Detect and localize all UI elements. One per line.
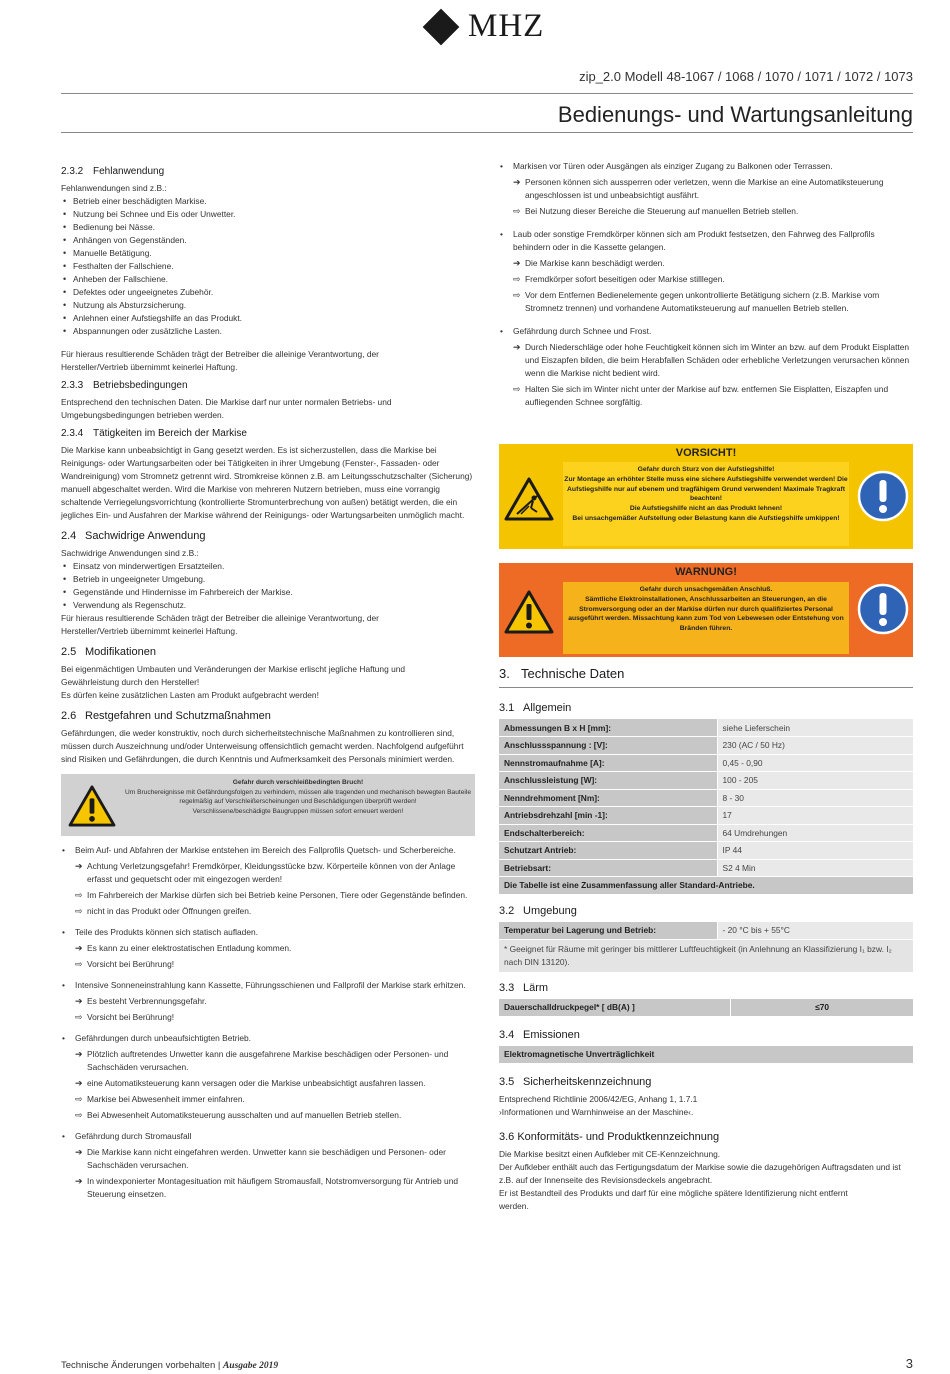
warning-triangle-icon [503,589,555,635]
list-item: • Markisen vor Türen oder Ausgängen als einziger Zugang zu Balkonen oder Terrassen. [500,161,833,171]
header-rule-top [61,93,913,94]
table-row: Antriebsdrehzahl [min -1]: 17 [499,807,913,825]
caution-line-2: Die Aufstiegshilfe nicht an das Produkt lehnen! [629,505,783,513]
section-3-6-line-3: Er ist Bestandteil des Produkts und darf für eine mögliche spätere Identifizierung nicht entfernt werden. [499,1187,848,1211]
right-column [499,160,913,409]
edition-label: Ausgabe 2019 [222,1361,279,1371]
residual-hazards-list: • Beim Auf- und Abfahren der Markise entstehen im Bereich des Fallprofils Quetsch- und Scherbereiche. ➔ Achtung Verletzungsgefahr! Fremdkörper, Kleidungsstücke bzw. Körperteile können von der Anlage erfasst und gequetscht oder mit eingezogen werden! ⇨ Im Fahrbereich der Markise dürfen sich bei Betrieb keine Personen, Tiere oder Gegenstände befinden. ⇨ nicht in das Produkt oder Öffnungen greifen. • Teile des Produkts können sich statisch aufladen. ➔ Es kann zu einer elektrostatischen Entladung kommen. ⇨ Vorsicht bei Berührung! • Intensive Sonneneinstrahlung kann Kassette, Führungsschienen und Fallprofil der Markise stark erhitzen. ➔ Es besteht Verbrennungsgefahr. ⇨ Vorsicht bei Berührung! • Gefährdungen durch unbeaufsichtigten Betrieb. ➔ Plötzlich auftretendes Unwetter kann die ausgefahrene Markise beschädigen oder Personen- und Sachschäden verursachen. ➔ eine Automatiksteuerung kann versagen oder die Markise unbeabsichtigt ausfahren lassen. ⇨ Markise bei Abwesenheit immer einfahren. ⇨ Bei Abwesenheit Automatiksteuerung ausschalten und auf manuellen Betrieb stellen. • Gefährdung durch Stromausfall ➔ Die Markise kann nicht eingefahren werden. Unwetter kann sie beschädigen und Personen- oder Sachschäden verursachen. ➔ In windexponierter Montagesituation mit häufigem Stromausfall, Notstromversorgung für Antrieb und Steuerung einsetzen. [61,844,475,1201]
list-item: • Gefährdung durch Schnee und Frost. [500,326,652,336]
noise-table [499,999,913,1017]
environment-table [499,922,913,940]
warning-heading: WARNUNG! [675,566,737,578]
caution-line-1: Zur Montage an erhöhter Stelle muss eine sichere Aufstiegshilfe verwendet werden! Die Aufstiegshilfe nur auf ebenem und tragfähigem Grund verwenden! Maximale Tragkraft beachten! [564,475,848,503]
section-2-3-2-outro: Für hieraus resultierende Schäden trägt der Betreiber die alleinige Verantwortung, der Hersteller/Vertrieb übernimmt keinerlei Haftung. [61,349,379,372]
section-2-6-text: Gefährdungen, die weder konstruktiv, noch durch sicherheitstechnische Maßnahmen zu kontrollieren sind, müssen durch Auszeichnung und/oder Unterweisung offensichtlich gemacht werden. Nachfolgend aufgeführt sind Risiken und Gefährdungen, die durch Kenntnis und Aufmerksamkeit des Personals minimiert werden. [61,728,464,764]
warning-triangle-icon [67,785,117,827]
improper-use-list [61,560,475,612]
table-row: Die Tabelle ist eine Zusammenfassung aller Standard-Antriebe. [499,877,913,895]
environment-note: * Geeignet für Räume mit geringer bis mittlerer Luftfeuchtigkeit (in Anlehnung an Klassifizierung I₁ bzw. I₂ nach DIN 13120). [499,940,913,972]
list-item: • Verwendung als Regenschutz. [61,599,475,612]
list-item: • Beim Auf- und Abfahren der Markise entstehen im Bereich des Fallprofils Quetsch- und Scherbereiche. [62,845,456,855]
page-number: 3 [905,1356,913,1371]
technical-data-section [499,666,913,1213]
section-2-5-text: Bei eigenmächtigen Umbauten und Veränderungen der Markise erlischt jegliche Haftung und Gewährleistung durch den Hersteller! [61,664,406,687]
list-item: • Manuelle Betätigung. [61,247,475,260]
list-item: • Einsatz von minderwertigen Ersatzteilen. [61,560,475,573]
table-row: Betriebsart: S2 4 Min [499,859,913,877]
table-row: Temperatur bei Lagerung und Betrieb: - 20 °C bis + 55°C [499,922,913,940]
section-2-5-heading: 2.5 Modifikationen [61,646,156,658]
section-2-4-intro: Sachwidrige Anwendungen sind z.B.: [61,548,199,558]
wear-warning-line-2: Verschlissene/beschädigte Baugruppen müssen sofort erneuert werden! [192,807,404,815]
list-item: • Nutzung bei Schnee und Eis oder Unwetter. [61,208,475,221]
model-line: zip_2.0 Modell 48-1067 / 1068 / 1070 / 1071 / 1072 / 1073 [579,69,913,84]
mandatory-action-icon [857,583,909,635]
section-2-3-2-heading: 2.3.2 Fehlanwendung [61,166,165,177]
list-item: • Nutzung als Absturzsicherung. [61,299,475,312]
table-row: Elektromagnetische Unverträglichkeit [499,1046,913,1064]
table-row: Abmessungen B x H [mm]: siehe Lieferschein [499,719,913,737]
list-item: • Anhängen von Gegenständen. [61,234,475,247]
warning-title: Gefahr durch unsachgemäßen Anschluß. [639,586,773,593]
list-item: • Gegenstände und Hindernisse im Fahrbereich der Markise. [61,586,475,599]
caution-line-3: Bei unsachgemäßer Aufstellung oder Belastung kann die Aufstiegshilfe umkippen! [572,514,840,522]
list-item: • Bedienung bei Nässe. [61,221,475,234]
section-2-3-4-text: Die Markise kann unbeabsichtigt in Gang gesetzt werden. Es ist sicherzustellen, dass die Markise bei Reinigungs- oder Wartungsarbeiten oder bei Tätigkeiten in ihrer Umgebung (Fenster-, Fassaden- oder Wandreinigung) vom Stromnetz getrennt wird. Stromkreise können z.B. am Leitungsschutzschalter (Sicherung) manuell abgeschaltet werden. Wird die Markise von mehreren Nutzern betrieben, muss eine vorrangig schaltende Verriegelungsvorrichtung (kontrollierte Stromunterbrechung von außen) betätigt werden, die ein jegliches Ein- und Ausfahren der Markise während der Reinigungs- oder Wartungsarbeiten unmöglich macht. [61,445,473,520]
emissions-table [499,1046,913,1064]
list-item: • Intensive Sonneneinstrahlung kann Kassette, Führungsschienen und Fallprofil der Markise stark erhitzen. [62,980,466,990]
mandatory-action-icon [857,470,909,522]
section-2-3-2-intro: Fehlanwendungen sind z.B.: [61,183,167,193]
list-item: • Defektes oder ungeeignetes Zubehör. [61,286,475,299]
table-row: Nennstromaufnahme [A]: 0,45 - 0,90 [499,754,913,772]
section-2-5-text-2: Es dürfen keine zusätzlichen Lasten am Produkt aufgebracht werden! [61,690,319,700]
diamond-icon [423,8,460,45]
warning-line-1: Sämtliche Elektroinstallationen, Anschlussarbeiten an Steuerungen, an die Stromversorgung oder an der Markise dürfen nur durch qualifiziertes Personal ausgeführt werden. Missachtung kann zum Tod von Lebewesen oder Entstehung von Bränden führen. [568,595,844,633]
misuse-list [61,195,475,338]
list-item: • Festhalten der Fallschiene. [61,260,475,273]
table-row: Anschlussspannung : [V]: 230 (AC / 50 Hz) [499,737,913,755]
table-row: Schutzart Antrieb: IP 44 [499,842,913,860]
section-3-5-heading: 3.5 Sicherheitskennzeichnung [499,1075,652,1088]
caution-box [499,444,913,549]
section-3-6-line-1: Die Markise besitzt einen Aufkleber mit CE-Kennzeichnung. [499,1148,721,1159]
list-item: • Laub oder sonstige Fremdkörper können sich am Produkt festsetzen, den Fahrweg des Fallprofils behindern oder in die Kassette gelangen. [500,229,875,252]
section-3-6-heading: 3.6 Konformitäts- und Produktkennzeichnung [499,1130,720,1143]
list-item: • Anlehnen einer Aufstiegshilfe an das Produkt. [61,312,475,325]
section-3-1-heading: 3.1 Allgemein [499,702,572,714]
table-row: Endschalterbereich: 64 Umdrehungen [499,824,913,842]
section-2-4-heading: 2.4 Sachwidrige Anwendung [61,530,206,542]
wear-warning-line-1: Um Bruchereignisse mit Gefährdungsfolgen zu verhindern, müssen alle tragenden und mechanisch bewegten Bauteile regelmäßig auf Verschleißerscheinungen und Beschädigungen überprüft werden! [124,788,471,806]
left-column [61,166,475,1201]
table-row: Anschlussleistung [W]: 100 - 205 [499,772,913,790]
list-item: • Abspannungen oder zusätzliche Lasten. [61,325,475,338]
list-item: • Betrieb einer beschädigten Markise. [61,195,475,208]
list-item: • Anheben der Fallschiene. [61,273,475,286]
section-2-6-heading: 2.6 Restgefahren und Schutzmaßnahmen [61,710,271,722]
section-3-5-line-1: Entsprechend Richtlinie 2006/42/EG, Anhang 1, 1.7.1 [499,1093,698,1104]
header-rule-bottom [61,132,913,133]
section-2-3-4-heading: 2.3.4 Tätigkeiten im Bereich der Markise [61,428,247,439]
general-specs-table [499,719,913,895]
document-title: Bedienungs- und Wartungsanleitung [557,102,913,127]
list-item: • Betrieb in ungeeigneter Umgebung. [61,573,475,586]
section-2-4-outro: Für hieraus resultierende Schäden trägt der Betreiber die alleinige Verantwortung, der Hersteller/Vertrieb übernimmt keinerlei Haftung. [61,613,379,636]
table-row: Nenndrehmoment [Nm]: 8 - 30 [499,789,913,807]
section-2-3-3-heading: 2.3.3 Betriebsbedingungen [61,380,188,391]
section-3-5-line-2: ›Informationen und Warnhinweise an der Maschine‹. [499,1106,694,1117]
caution-title: Gefahr durch Sturz von der Aufstiegshilfe! [637,466,775,473]
technical-data-heading: 3. Technische Daten [499,666,913,688]
wear-warning-box [61,774,475,836]
section-2-3-3-text: Entsprechend den technischen Daten. Die Markise darf nur unter normalen Betriebs- und Umgebungsbedingungen betrieben werden. [61,397,392,420]
section-3-6-line-2: Der Aufkleber enthält auch das Fertigungsdatum der Markise sowie die dazugehörigen Auftragsdaten und ist z.B. auf der Innenseite des Revisionsdeckels angebracht. [499,1161,901,1185]
brand-name: MHZ [468,8,545,44]
caution-heading: VORSICHT! [675,447,737,459]
warning-box [499,563,913,657]
section-3-3-heading: 3.3 Lärm [499,981,549,994]
list-item: • Gefährdung durch Stromausfall [62,1131,192,1141]
fall-hazard-icon [503,476,555,522]
brand-logo [428,8,544,45]
list-item: • Teile des Produkts können sich statisch aufladen. [62,927,258,937]
list-item: • Gefährdungen durch unbeaufsichtigten Betrieb. [62,1033,251,1043]
section-3-4-heading: 3.4 Emissionen [499,1028,580,1041]
wear-warning-title: Gefahr durch verschleißbedingten Bruch! [232,779,364,786]
footer-text: Technische Änderungen vorbehalten | Ausgabe 2019 [61,1360,279,1371]
section-3-2-heading: 3.2 Umgebung [499,904,577,917]
hazards-list-continued: • Markisen vor Türen oder Ausgängen als einziger Zugang zu Balkonen oder Terrassen. ➔ Personen können sich aussperren oder verletzen, wenn die Markise an eine Automatiksteuerung angeschlossen ist und unbeabsichtigt ausfährt. ⇨ Bei Nutzung dieser Bereiche die Steuerung auf manuellen Betrieb stellen. • Laub oder sonstige Fremdkörper können sich am Produkt festsetzen, den Fahrweg des Fallprofils behindern oder in die Kassette gelangen. ➔ Die Markise kann beschädigt werden. ⇨ Fremdkörper sofort beseitigen oder Markise stilllegen. ⇨ Vor dem Entfernen Bedienelemente gegen unkontrollierte Betätigung sichern (z.B. Markise vom Stromnetz trennen) und vorhandene Automatiksteuerung auf manuellen Betrieb stellen. • Gefährdung durch Schnee und Frost. ➔ Durch Niederschläge oder hohe Feuchtigkeit können sich im Winter an bzw. auf dem Produkt Eisplatten und Eiszapfen bilden, die beim Herabfallen Schäden oder erhebliche Verletzungen verursachen können wenn die Markise nicht bedient wird. ⇨ Halten Sie sich im Winter nicht unter der Markise auf bzw. entfernen Sie Eisplatten, Eiszapfen und aufliegenden Schnee sorgfältig. [499,160,913,409]
table-row: Dauerschalldruckpegel* [ dB(A) ] ≤70 [499,999,913,1017]
